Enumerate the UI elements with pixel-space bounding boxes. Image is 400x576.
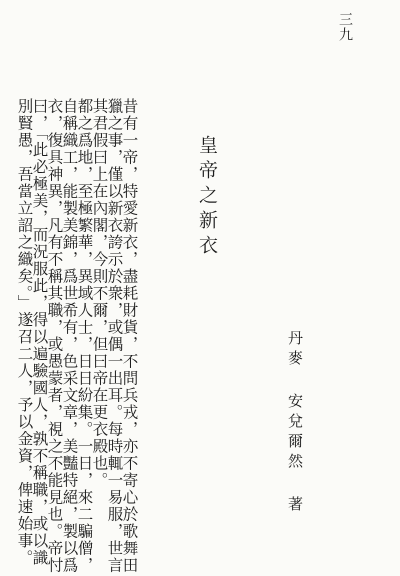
body-line: 曰，「此必極美，而況服此，得以遍驗國人，孰不稱職，或以識 bbox=[30, 98, 49, 567]
body-line: 獵之事，僅以新衣誇示於衆，或偶一出耳。每時輒一易服，世言 bbox=[105, 98, 124, 574]
page-title: 皇帝之新衣 bbox=[196, 135, 218, 260]
body-line: 都之爲地，至極繁華，異域人士，日日紛集。一日，來二騙僧， bbox=[75, 98, 94, 574]
author-line: 丹麥 安兌爾然 著 bbox=[286, 330, 304, 516]
body-line: 昔有一帝，特愛新衣，盡耗財貨，不問兵戎，亦不寄心於歌舞田 bbox=[120, 98, 139, 574]
body-line: 別賢愚，吾當立詔之織矣。」遂召二人，予以金資，俾速始事。 bbox=[15, 98, 34, 567]
body-line: 其君假曰上在內閣，今則不爾，但曰帝在更衣殿也。 bbox=[90, 98, 109, 489]
body-line: 衣，復具神異，凡有不稱其職，或愚蒙者，視之不能見也。帝忖 bbox=[45, 98, 64, 574]
page-number: 三九 bbox=[337, 12, 353, 42]
body-line: 自稱織工，能製美錦，爲世希有，色采文章，美豔特絕，製以爲 bbox=[60, 98, 79, 574]
